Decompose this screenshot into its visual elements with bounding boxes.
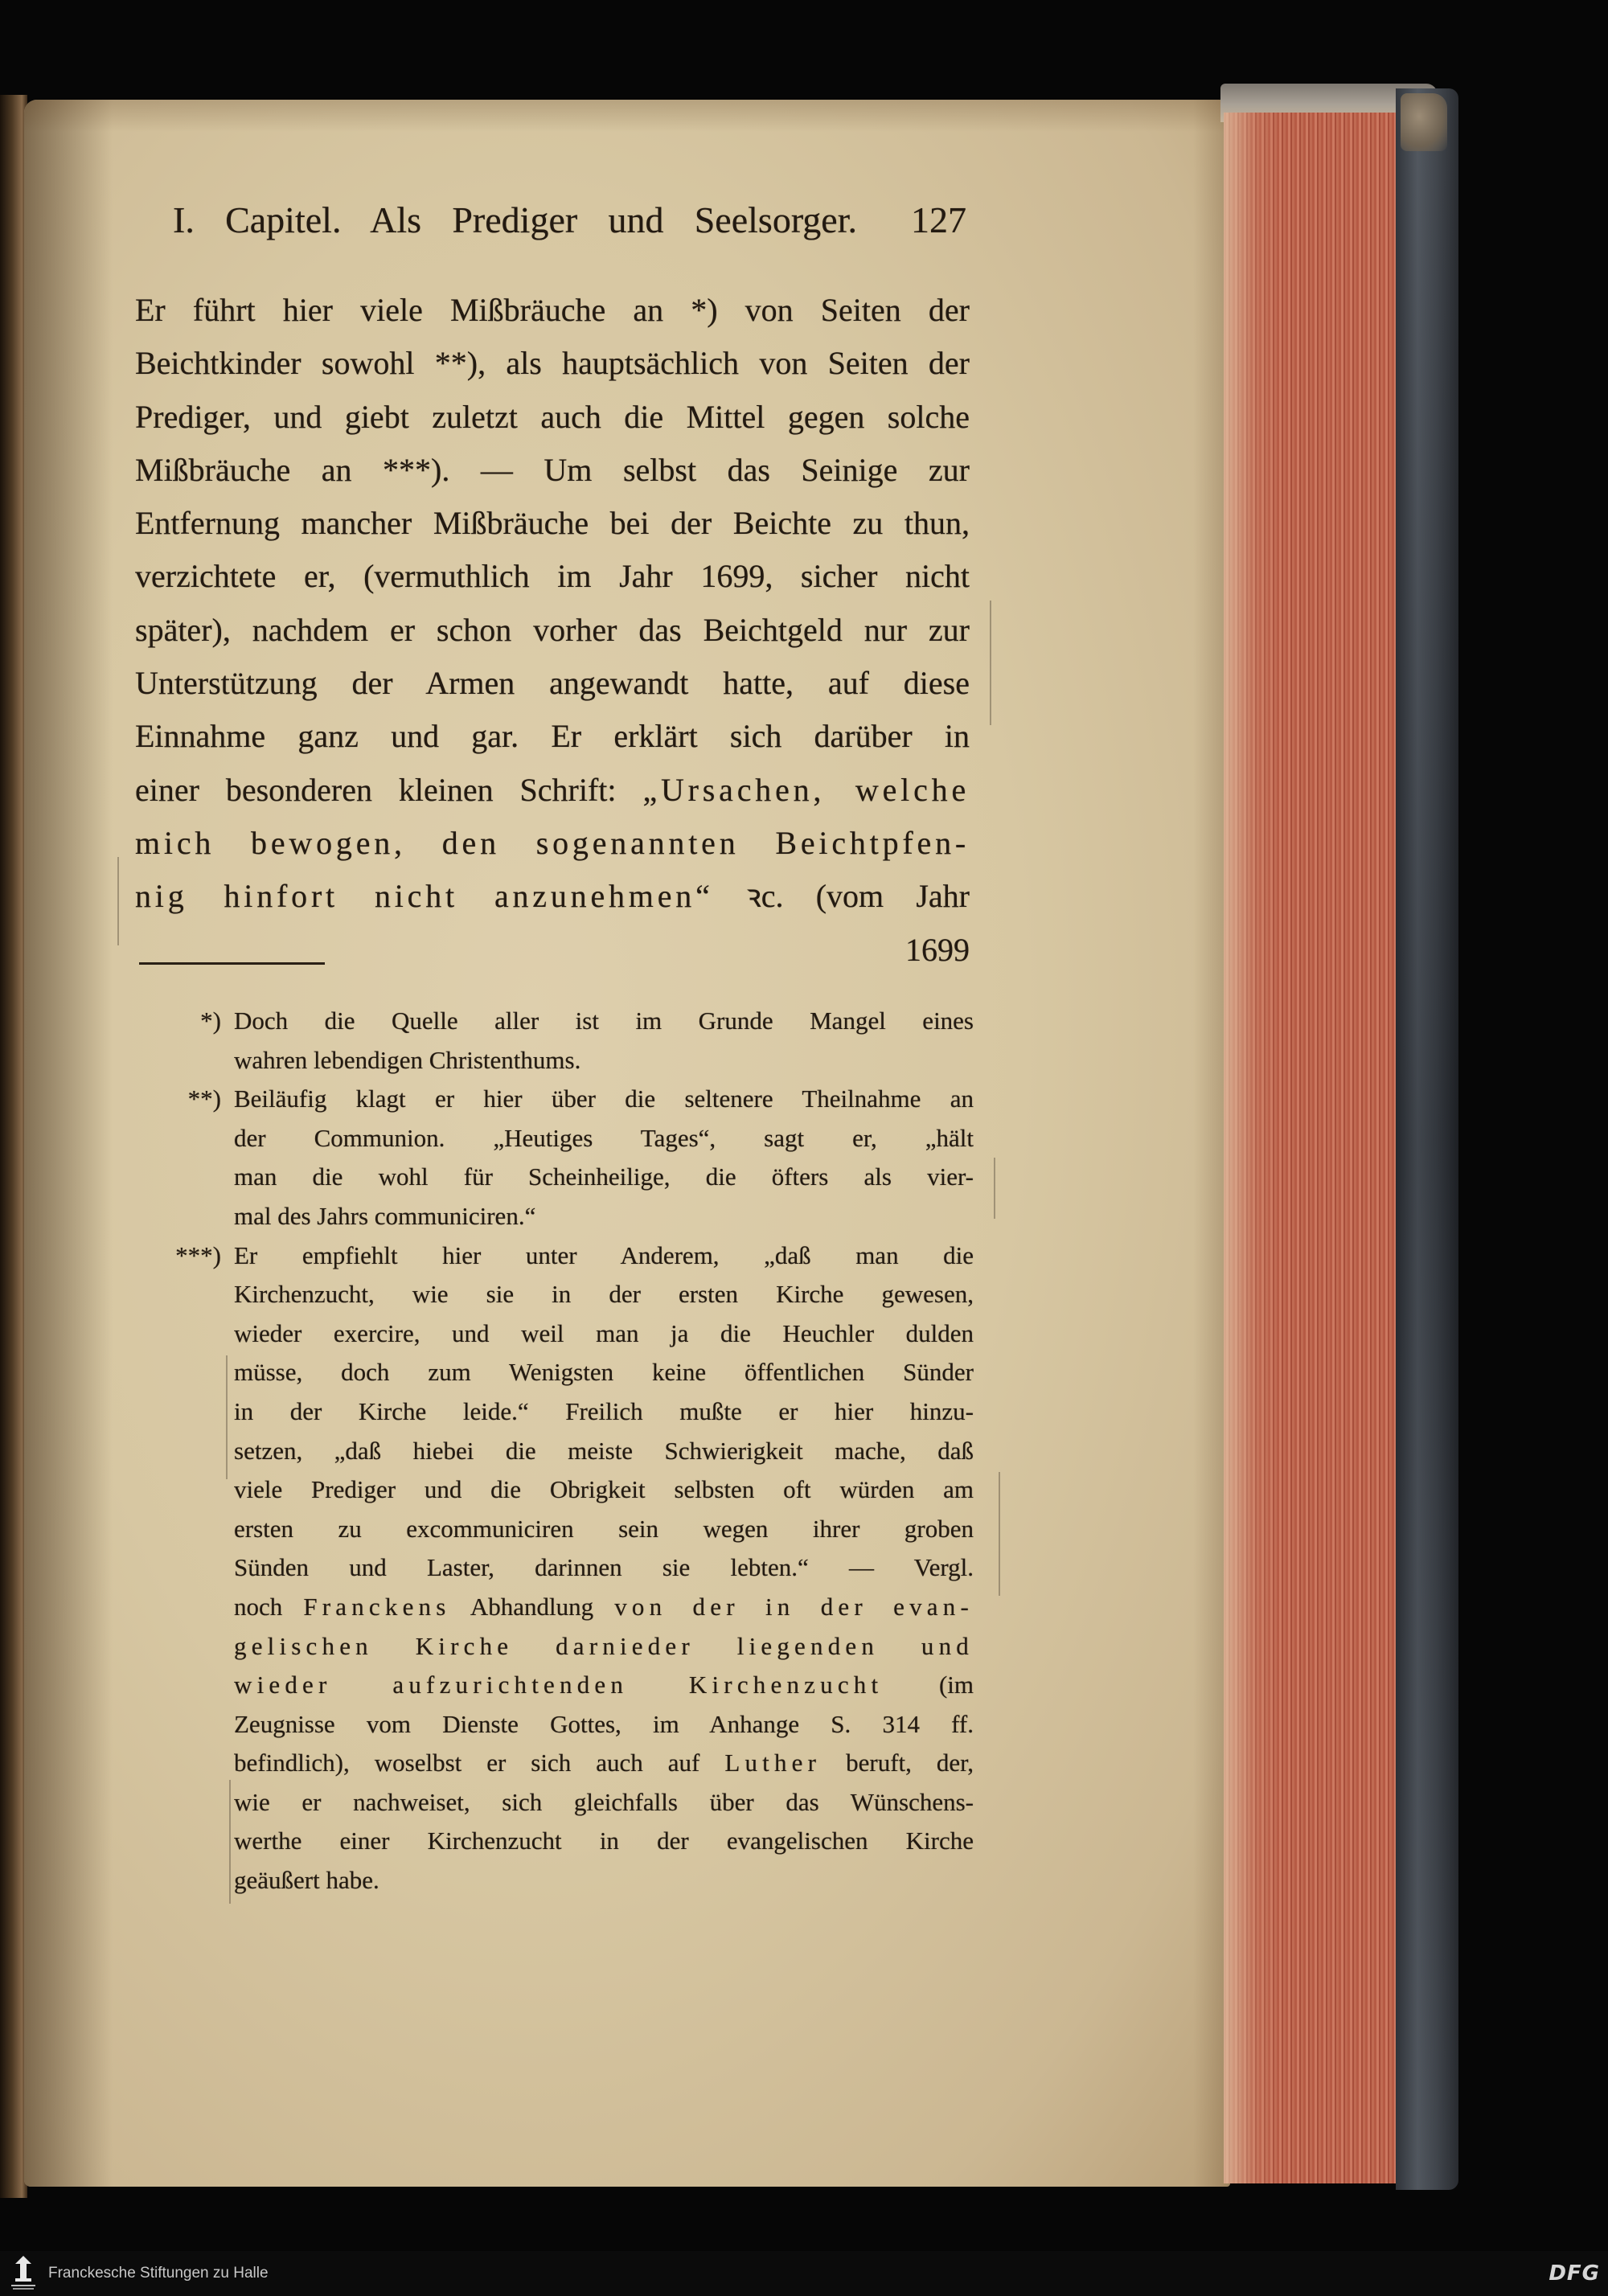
footnote-line (234, 1392, 974, 1432)
institution-name: Franckesche Stiftungen zu Halle (48, 2265, 269, 2282)
footnote-text: Er empfiehlt hier unter Anderem, „daß man die (234, 1240, 974, 1269)
footnote-text: der Communion. „Heutiges Tages“, sagt er, „hält (234, 1123, 974, 1152)
body-line (135, 550, 970, 603)
spaced-title-text: von der in der evan- (614, 1592, 974, 1621)
pencil-margin-mark (994, 1158, 995, 1219)
gutter-shadow (24, 100, 113, 2187)
footnote-line (234, 1783, 974, 1822)
dfg-logo-text: DFG (1549, 2261, 1600, 2286)
running-head-title: I. Capitel. Als Prediger und Seelsorger. (173, 199, 857, 240)
footnote-text: viele Prediger und die Obrigkeit selbsten oft würden am (234, 1475, 974, 1504)
footnote-text: befindlich), woselbst er sich auch auf (234, 1749, 725, 1777)
footnote-text: wahren lebendigen Christenthums. (234, 1045, 581, 1074)
footnote-line (234, 1353, 974, 1392)
spaced-title-text: mich bewogen, den sogenannten Beichtpfen- (135, 824, 970, 861)
footnote-text: man die wohl für Scheinheilige, die öfters als vier- (234, 1162, 974, 1191)
footnote-line (234, 1744, 974, 1783)
footnote-line (200, 1002, 974, 1041)
footnote-text: Abhandlung (450, 1592, 615, 1621)
body-line-text: Unterstützung der Armen angewandt hatte, auf diese (135, 665, 970, 702)
footnote-line (234, 1119, 974, 1158)
footnote-line (234, 1510, 974, 1549)
body-line-text: Mißbräuche an ***). — Um selbst das Seinige zur (135, 451, 970, 488)
footnote-text: beruft, der, (821, 1749, 974, 1777)
footnote-line (234, 1314, 974, 1354)
body-line-text: Prediger, und giebt zuletzt auch die Mittel gegen solche (135, 398, 970, 435)
footnote-text: geäußert habe. (234, 1866, 379, 1895)
footnote-text: setzen, „daß hiebei die meiste Schwierigkeit mache, daß (234, 1436, 974, 1465)
body-line (135, 604, 970, 657)
footnote-text: Sünden und Laster, darinnen sie lebten.“ — Vergl. (234, 1553, 974, 1582)
pencil-margin-mark (229, 1780, 231, 1904)
spaced-title-text: gelischen Kirche darnieder liegenden und (234, 1631, 974, 1660)
footnote-text: ersten zu excommuniciren sein wegen ihrer groben (234, 1514, 974, 1543)
footnote-separator-rule (139, 962, 325, 965)
footnote-text: Zeugnisse vom Dienste Gottes, im Anhange S. 314 ff. (234, 1709, 974, 1738)
footnote-line (234, 1627, 974, 1667)
footnote-text: müsse, doch zum Wenigsten keine öffentlichen Sünder (234, 1358, 974, 1387)
footnotes (175, 1002, 974, 1900)
pencil-margin-mark (990, 601, 991, 725)
footnote-text-group (234, 1588, 974, 1627)
body-line-text: Beichtkinder sowohl **), als hauptsächlich von Seiten der (135, 345, 970, 382)
footnote-line (234, 1588, 974, 1627)
body-line (135, 870, 970, 923)
footnote-line (234, 1197, 974, 1236)
footnote-line (234, 1158, 974, 1197)
footnote-line (234, 1470, 974, 1510)
footnote-text: mal des Jahrs communiciren.“ (234, 1201, 536, 1230)
worn-cover-corner (1401, 93, 1447, 151)
body-line (135, 337, 970, 390)
pencil-margin-mark (117, 857, 119, 945)
body-line-text: Entfernung mancher Mißbräuche bei der Beichte zu thun, (135, 505, 970, 542)
page-number: 127 (911, 199, 966, 240)
body-line (135, 444, 970, 497)
facing-page-edge (0, 95, 27, 2198)
footnote-line (234, 1275, 974, 1314)
footnote-marker: *) (200, 1007, 221, 1035)
footnote-line (234, 1041, 974, 1080)
body-line (135, 497, 970, 550)
spaced-title-text: nig hinfort nicht anzunehmen“ (135, 878, 714, 915)
body-line-text: einer besonderen kleinen Schrift: (135, 771, 643, 808)
footnote-text: werthe einer Kirchenzucht in der evangelischen Kirche (234, 1827, 974, 1855)
footnote-line (234, 1861, 974, 1900)
spaced-title-text: „Ursachen, welche (642, 771, 970, 808)
body-line (135, 284, 970, 337)
footnote-line (234, 1666, 974, 1705)
body-line (135, 391, 970, 444)
spaced-name-text: Franckens (303, 1592, 451, 1621)
franckesche-stiftungen-emblem-icon (6, 2254, 40, 2293)
body-line (135, 657, 970, 710)
footnote-text: Kirchenzucht, wie sie in der ersten Kirche gewesen, (234, 1280, 974, 1309)
body-line-text: Einnahme ganz und gar. Er erklärt sich darüber in (135, 718, 970, 755)
footnote-text: (im (883, 1671, 974, 1699)
footnote-text: wie er nachweiset, sich gleichfalls über das Wünschens- (234, 1787, 974, 1816)
footnote-line (187, 1080, 974, 1119)
footnote-text: Doch die Quelle aller ist im Grunde Mangel eines (234, 1007, 974, 1035)
footnote-marker: ***) (175, 1240, 221, 1269)
footnote-text-group (234, 1744, 974, 1783)
body-line-text: später), nachdem er schon vorher das Beichtgeld nur zur (135, 611, 970, 648)
spaced-name-text: Luther (724, 1749, 822, 1777)
top-shadow (24, 100, 1230, 132)
body-line-text: verzichtete er, (vermuthlich im Jahr 1699, sicher nicht (135, 558, 970, 595)
footnote-text: in der Kirche leide.“ Freilich mußte er hier hinzu- (234, 1396, 974, 1425)
footnote-text: wieder exercire, und weil man ja die Heuchler dulden (234, 1318, 974, 1347)
footnote-line (234, 1705, 974, 1745)
footnote-line (234, 1432, 974, 1471)
catchword: 1699 (905, 931, 970, 968)
footnote-text-group (234, 1666, 974, 1705)
body-line (135, 817, 970, 870)
red-page-edges (1224, 113, 1399, 2183)
body-line (135, 710, 970, 763)
footnote-line (175, 1236, 974, 1276)
spaced-title-text: wieder aufzurichtenden Kirchenzucht (234, 1671, 884, 1699)
body-text (135, 284, 970, 977)
footnote-line (234, 1548, 974, 1588)
body-line (135, 764, 970, 817)
footnote-text: Beiläufig klagt er hier über die seltenere Theilnahme an (234, 1084, 974, 1113)
digitization-footer (0, 2251, 1608, 2296)
pencil-margin-mark (999, 1472, 1000, 1596)
footnote-marker: **) (187, 1084, 221, 1113)
body-line-text: Er führt hier viele Mißbräuche an *) von Seiten der (135, 292, 970, 328)
body-line-text: ꝛc. (vom Jahr (713, 878, 970, 915)
book-cover (1396, 88, 1458, 2190)
pencil-margin-mark (226, 1355, 228, 1479)
footnote-text: noch (234, 1592, 304, 1621)
footnote-line (234, 1822, 974, 1861)
